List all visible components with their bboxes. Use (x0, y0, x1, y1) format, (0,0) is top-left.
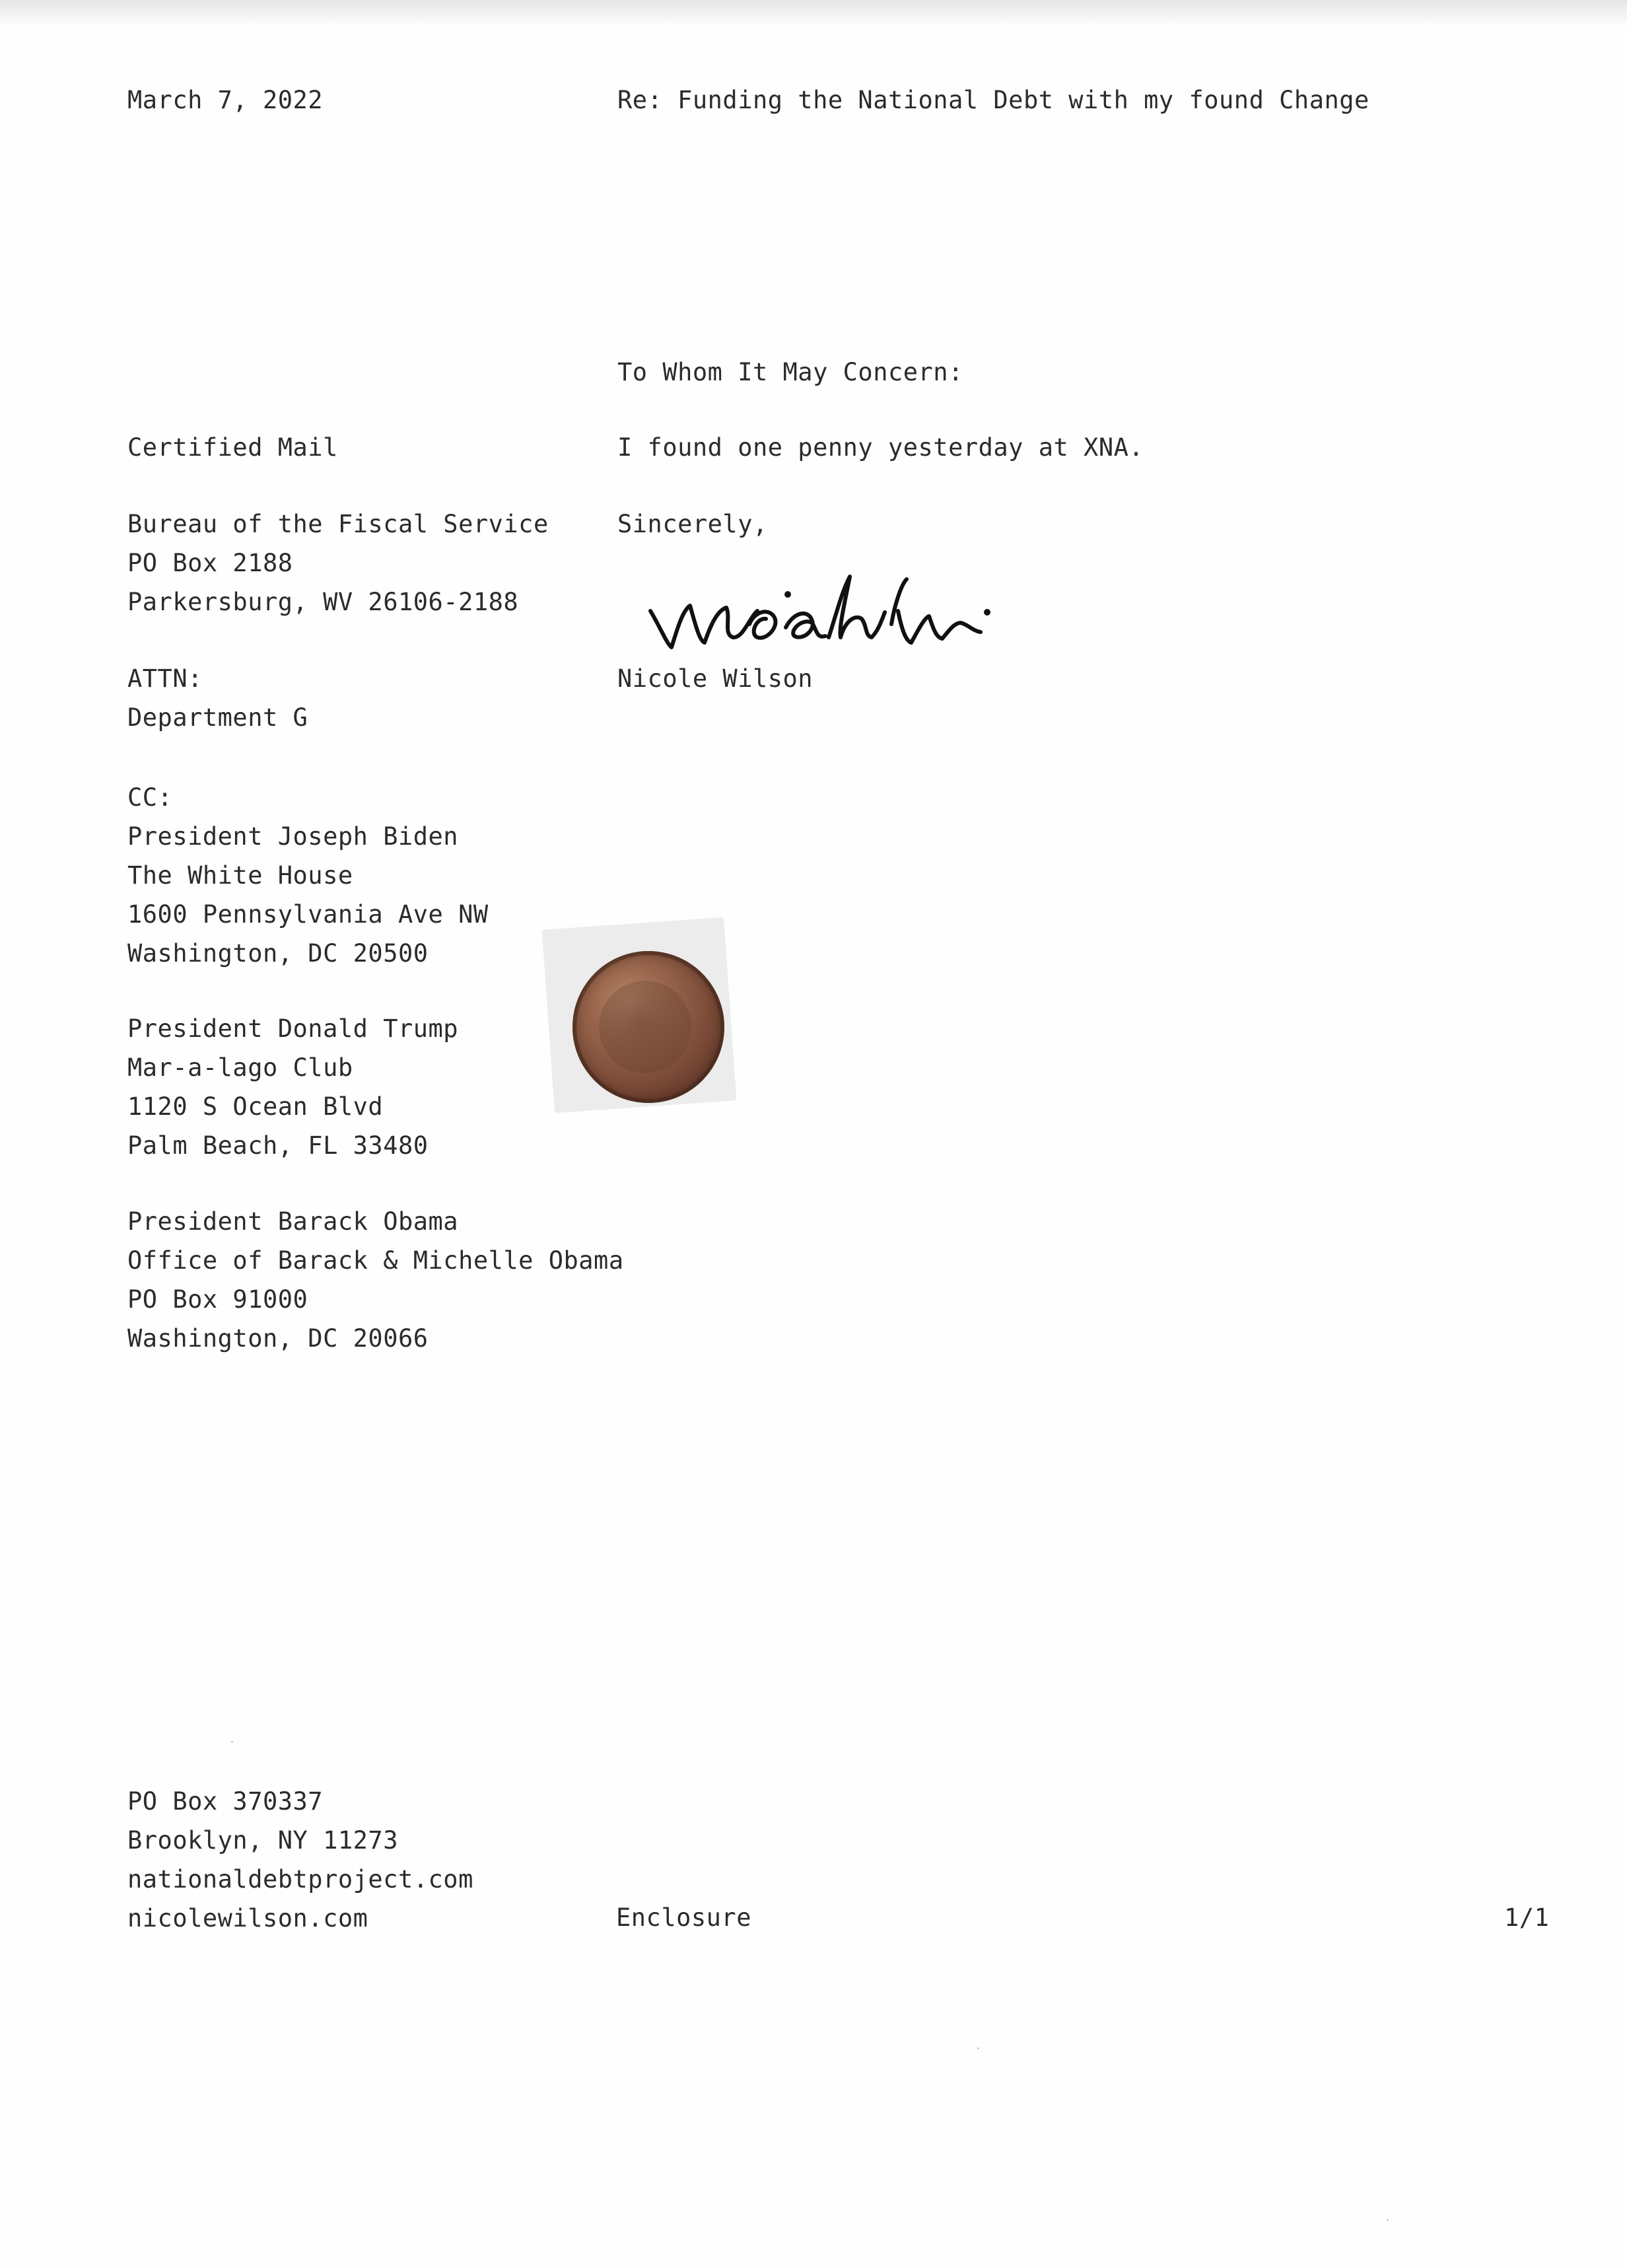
penny-relief (599, 981, 691, 1073)
attn-department: Department G (127, 703, 308, 732)
handwritten-signature-icon (644, 565, 1000, 657)
scan-speck (1387, 2219, 1389, 2221)
recipient-line: Parkersburg, WV 26106-2188 (127, 588, 519, 616)
cc-block-trump (127, 1009, 458, 1165)
cc-line: PO Box 91000 (127, 1285, 308, 1314)
sender-line: Brooklyn, NY 11273 (127, 1826, 398, 1855)
letter-closing: Sincerely, (617, 510, 768, 538)
letter-greeting: To Whom It May Concern: (617, 358, 963, 386)
cc-label: CC: (127, 783, 173, 812)
cc-line: 1120 S Ocean Blvd (127, 1092, 384, 1121)
cc-block-biden (127, 778, 489, 973)
cc-line: Mar-a-lago Club (127, 1053, 353, 1082)
sender-website: nicolewilson.com (127, 1904, 368, 1932)
scan-speck (977, 2047, 979, 2049)
cc-line: Washington, DC 20066 (127, 1324, 429, 1353)
scan-speck (231, 1741, 233, 1743)
cc-line: Office of Barack & Michelle Obama (127, 1246, 624, 1275)
letter-body: I found one penny yesterday at XNA. (617, 433, 1144, 462)
cc-line: President Joseph Biden (127, 822, 459, 851)
attention-block (127, 659, 308, 737)
cc-line: Palm Beach, FL 33480 (127, 1131, 429, 1160)
letter-subject: Re: Funding the National Debt with my found Change (617, 86, 1369, 114)
enclosure-note: Enclosure (616, 1903, 751, 1932)
cc-line: The White House (127, 861, 353, 890)
recipient-address (127, 505, 549, 621)
letter-date: March 7, 2022 (127, 86, 324, 114)
cc-line: 1600 Pennsylvania Ave NW (127, 900, 489, 929)
cc-line: President Donald Trump (127, 1014, 459, 1043)
cc-block-obama (127, 1202, 624, 1358)
sender-website: nationaldebtproject.com (127, 1865, 473, 1894)
recipient-line: Bureau of the Fiscal Service (127, 510, 549, 538)
cc-line: President Barack Obama (127, 1207, 459, 1236)
page-number: 1/1 (1504, 1903, 1550, 1932)
sender-line: PO Box 370337 (127, 1787, 324, 1816)
attn-label: ATTN: (127, 664, 203, 693)
recipient-line: PO Box 2188 (127, 549, 293, 577)
penny (572, 951, 724, 1103)
signer-name: Nicole Wilson (617, 664, 814, 693)
mailing-method: Certified Mail (127, 433, 338, 462)
cc-line: Washington, DC 20500 (127, 939, 429, 968)
penny-coin-icon (543, 919, 734, 1112)
sender-address (127, 1782, 473, 1938)
